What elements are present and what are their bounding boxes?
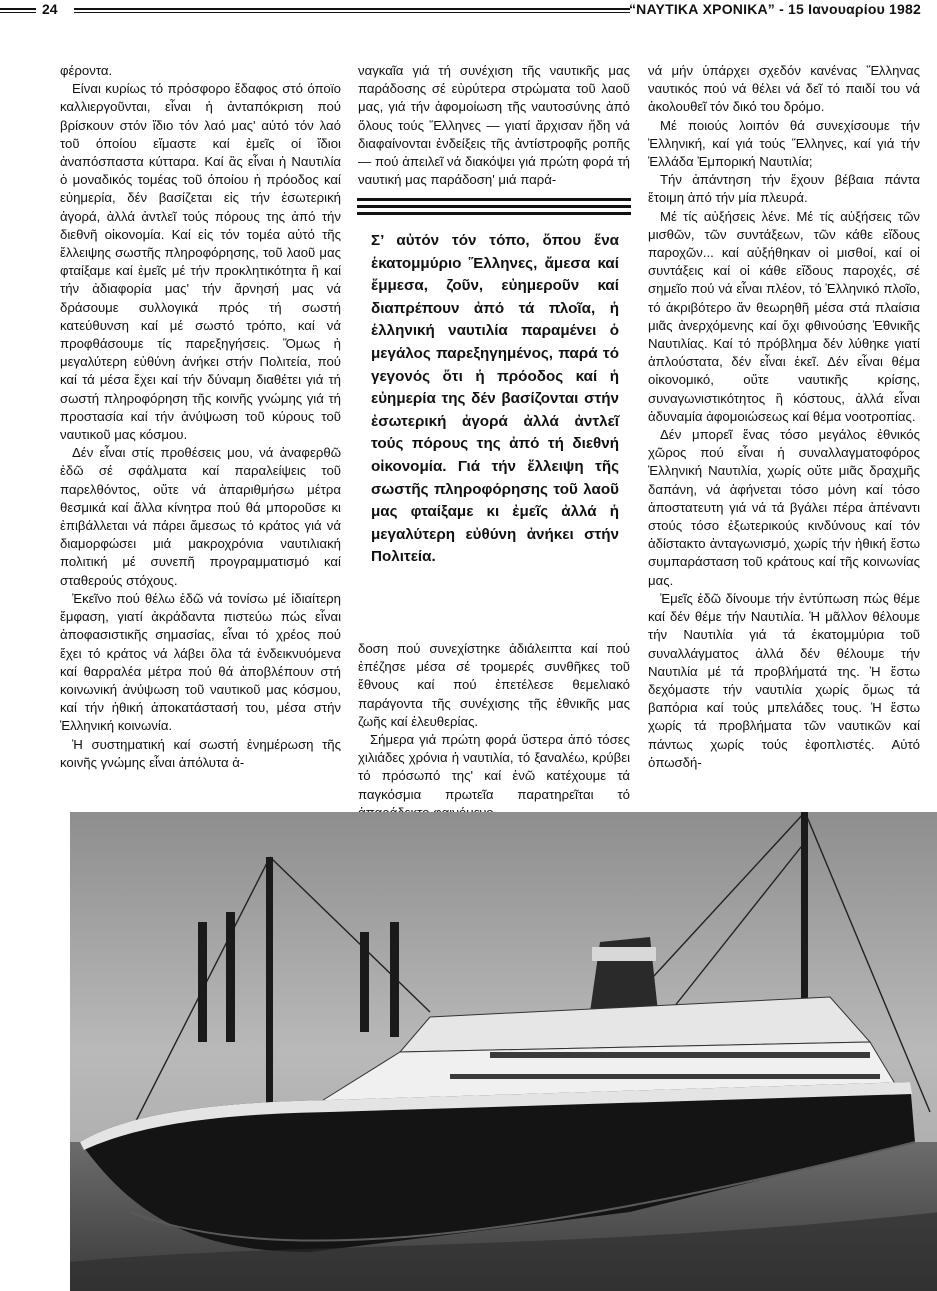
kingpost (198, 922, 207, 1042)
article-column-2-top (358, 62, 630, 189)
article-column-1 (60, 62, 341, 772)
funnel-band (592, 947, 656, 961)
paragraph: Μέ ποιούς λοιπόν θά συνεχίσουμε τήν Ἑλληνική, καί γιά τούς Ἕλληνες, καί γιά τήν Ἑλλάδα Ἐμπορική Ναυτιλία; (648, 117, 920, 170)
paragraph: δοση πού συνεχίστηκε ἀδιάλειπτα καί πού ἐπέζησε μέσα σέ τρομερές συνθῆκες τοῦ ἔθνους καί πού ἐπετέλεσε θεμελιακό παράγοντα τῆς συνέχισης τῆς ἐθνικῆς μας ζωῆς καί ἐλευθερίας. (358, 641, 630, 729)
header-rule-left (0, 8, 36, 13)
paragraph: Ἡ συστηματική καί σωστή ἐνημέρωση τῆς κοινῆς γνώμης εἶναι ἀπόλυτα ἀ- (60, 736, 341, 770)
kingpost (360, 932, 369, 1032)
paragraph: ναγκαῖα γιά τή συνέχιση τῆς ναυτικῆς μας παράδοσης σέ εὐρύτερα στρώματα τοῦ λαοῦ μας, γιά τήν ἀφομοίωση τῆς ναυτοσύνης ἀπό ὅλους τούς Ἕλληνες — γιατί ἄρχισαν ἤδη νά διαφαίνονται ἐνδείξεις τῆς ἀντίστροφῆς ροπῆς — πού ἀπειλεῖ νά διακόψει γιά πρώτη φορά τή ναυτική μας παράδοση' μιά παρά- (358, 63, 630, 188)
article-column-3 (648, 62, 920, 772)
pull-quote-text: Σ’ αὐτόν τόν τόπο, ὅπου ἕνα ἑκατομμύριο Ἕλληνες, ἄμεσα καί ἔμμεσα, ζοῦν, εὐημεροῦν καί διαπρέπουν ἀπό τά πλοῖα, ἡ ἑλληνική ναυτιλία παραμένει ὁ μεγάλος παρεξηγημένος, παρά τό γεγονός ὅτι ἡ πρόοδος καί ἡ εὐημερία της δέν βασίζονται στήν ἐσωτερική ἀγορά ἀλλά ἀντλεῖ τούς πόρους της ἀπό τή διεθνή οἰκονομία. Γιά τήν ἔλλειψη τῆς σωστῆς πληροφόρησης τοῦ λαοῦ μας φταίξαμε κι ἐμεῖς ἀλλά ἡ μεγαλύτερη εὐθύνη ἀνήκει στήν Πολιτεία. (371, 232, 619, 566)
paragraph: Τήν ἀπάντηση τήν ἔχουν βέβαια πάντα ἕτοιμη ἀπό τήν μία πλευρά. (648, 172, 920, 206)
paragraph: Σήμερα γιά πρώτη φορά ὕστερα ἀπό τόσες χιλιάδες χρόνια ἡ ναυτιλία, τό ξαναλέω, κρύβει τό πρόσωπό της' καί ἐνῶ κατέχουμε τά παγκόσμια πρωτεῖα παρατηρεῖται τό (358, 732, 630, 802)
passenger-ship-illustration (70, 812, 937, 1291)
paragraph: Είναι κυρίως τό πρόσφορο ἔδαφος στό όποϊο καλλιεργοῦνται, εἶναι ἡ ἀνταπόκριση πού βρίσκουν στόν ἴδιο τόν λαό μας' αὐτό τόν λαό τοῦ όποίου εἴμαστε καί ἐμεῖς οί ἴδιοι ἀναπόσπαστα κύτταρα. Καί ἂς εἶναι ἡ Ναυτιλία ὁ μοναδικός τομέας τοῦ όποίου ἡ πρόοδος καί εὐημερία, δέν βασίζεται εἰς τήν ἐσωτερική ἀγορά, ἀλλά ἀντλεῖ τούς πόρους της ἀπό τήν διεθνῆ οἰκονομία. Καί εἰς τόν τομέα αὐτό τῆς ἔλλειψης σωστῆς πληροφόρησης, τοῦ λαοῦ μας φταίξαμε καί ἐμεῖς μέ τήν προκλητικότητα ἢ καί τήν ἀδιαφορία μας' τήν ἄρνησή μας νά δράσουμε συλλογικά πρός τή σωστή κατεύθυνση καί μέ σωστό τρόπο, καί νά προφθάσουμε τίς παρεξηγήσεις. Ὅμως ἡ μεγαλύτερη εὐθύνη ἀνήκει στήν Πολιτεία, πού καί τά μέσα ἔχει καί τήν δύναμη διαθέτει γιά τή σωστή πληροφόρηση τῆς κοινῆς γνώμης γιά τή προστασία καί τήν ἀνύψωση τοῦ κύρους τοῦ ναυτικοῦ μας κόσμου. (60, 81, 341, 443)
paragraph: Δέν μπορεῖ ἕνας τόσο μεγάλος ἐθνικός χῶρος πού εἶναι ἡ συναλλαγματοφόρος Ἑλληνική Ναυτιλία, χωρίς οὔτε μιᾶς δραχμῆς δαπάνη, νά ἀφήνεται τόσο μόνη καί τόσο ἀποστατευτη γιά νά τά βγάλει πέρα ἀπέναντι στούς τόσο ἐξωτερικούς κινδύνους καί τόν ἀδίστακτο ἀνταγωνισμό, χωρίς τήν ἠθική ἔστω συμπαράσταση τοῦ κράτους καί τῆς κοινωνίας μας. (648, 427, 920, 588)
pull-quote-rule (357, 198, 631, 201)
paragraph: Δέν εἶναι στίς προθέσεις μου, νά ἀναφερθῶ ἐδῶ σέ σφάλματα καί παραλείψεις τοῦ παρελθόντος, οὔτε νά ἀπαριθμήσω μέτρα θεσμικά καί ἄλλα κίνητρα πού θά μποροῦσε κι ἐπιβάλλεται νά πάρει ἄμεσως τό κράτος γιά νά διαμορφώσει μιά μακροχρόνια ναυτιλιακή πολιτική μέ συνεπῆ προγραμματισμό καί σταθερούς στόχους. (60, 445, 341, 588)
foremast (266, 857, 273, 1107)
article-column-2-bottom (358, 640, 630, 822)
paragraph: Ἐκεῖνο πού θέλω ἐδῶ νά τονίσω μέ ἰδιαίτερη ἔμφαση, γιατί ἀκράδαντα πιστεύω πώς εἶναι ἀποφασιστικῆς σημασίας, εἶναι τό χρέος πού ἔχει τό κράτος νά λάβει ὅλα τά ἐνδεικνυόμενα καί θαρραλέα μέτρα πού θά ἀποβλέπουν στή κοινωνική ἀνύψωση τοῦ ναυτικοῦ μας κόσμου, καί τήν ἠθική ἀποκατάστασή του, μέσα στήν Ἑλληνική κοινωνία. (60, 590, 341, 734)
pull-quote-rule (357, 212, 631, 215)
page-header (0, 0, 937, 20)
kingpost (390, 922, 399, 1037)
paragraph: νά μήν ὑπάρχει σχεδόν κανένας Ἕλληνας ναυτικός πού νά θέλει νά δεῖ τό παιδί του νά ἀκολουθεῖ τόν δικό του δρόμο. (648, 63, 920, 115)
paragraph: φέροντα. (60, 63, 113, 78)
header-rule-middle (74, 8, 630, 13)
publication-title: “ΝΑΥΤΙΚΑ ΧΡΟΝΙΚΑ” - 15 Ιανουαρίου 1982 (628, 1, 921, 17)
ship-photo (70, 812, 937, 1291)
pull-quote-rule (357, 205, 631, 208)
kingpost (226, 912, 235, 1042)
paragraph: Μέ τίς αὐξήσεις λένε. Μέ τίς αὐξήσεις τῶν μισθῶν, τῶν συντάξεων, τῶν κάθε εἴδους παροχῶν... καί αὐξήθηκαν οἱ μισθοί, καί οἱ συντάξεις καί οἱ κάθε εἴδους παροχές, σέ σημεῖο πού νά εἶναι πλέον, τό Ἑλληνικό πλοῖο, τό ἀκριβότερο ἄν θεωρηθῆ μέσα στά πλαίσια μιᾶς ἀνερχόμενης καί ὄχι φθινούσης Ἐθνικῆς Ναυτιλίας. Καί τό πρόβλημα δέν λύθηκε γιατί ἁπλούστατα, δέν εἶναι ἐκεῖ. Δέν εἶναι θέμα οἰκονομικό, οὔτε ναυτικῆς κρίσης, συναγωνιστικότητος ἢ κόστους, ἀλλά εἶναι ἀδυναμία ἀφομοιώσεως καί θέμα νοοτροπίας. (648, 208, 920, 424)
page-number: 24 (42, 1, 58, 17)
paragraph: Ἐμεῖς ἐδῶ δίνουμε τήν ἐντύπωση πώς θέμε καί δέν θέμε τήν Ναυτιλία. Ἡ μᾶλλον θέλουμε τήν Ναυτιλία γιά τά ἑκατομμύρια τοῦ συναλλάγματος ἀλλά δέν θέλουμε τήν Ναυτιλία μέ τά προβλήματά της. Ἡ ἔστω δεχόμαστε τήν ναυτιλία χωρίς ὅμως τά βαπόρια καί τούς μπελάδες τους. Ἡ ἔστω χωρίς τά προβλήματα τῶν ναυτικῶν καί πάντως χωρίς τούς ἐφοπλιστές. Αὐτό ὁπωσδή- (648, 590, 920, 770)
pull-quote (357, 198, 631, 626)
